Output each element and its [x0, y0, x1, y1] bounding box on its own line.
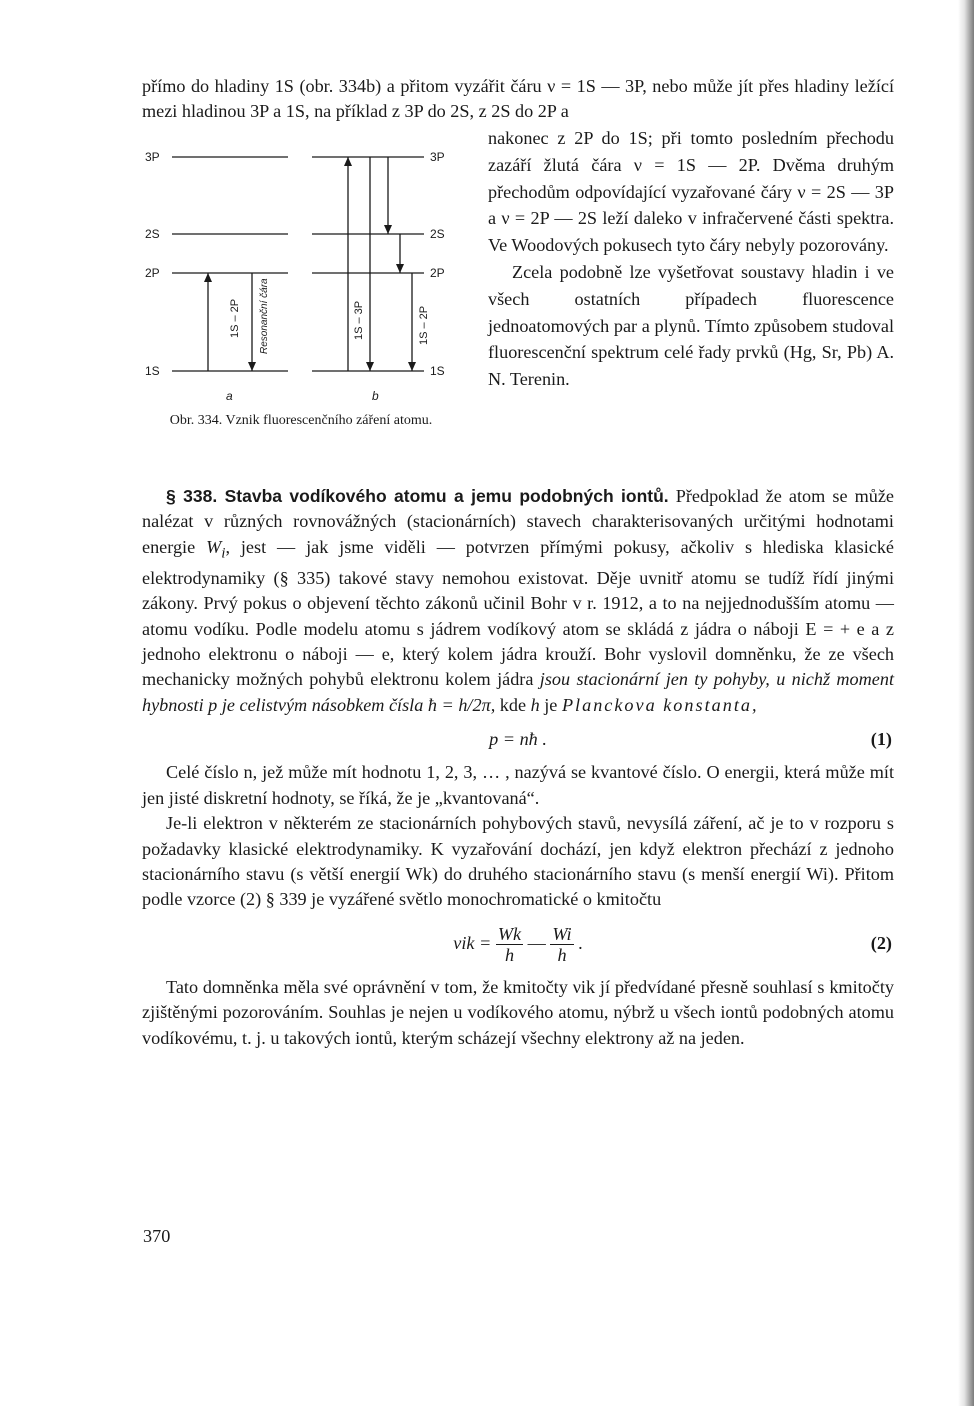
label-3p-a: 3P [145, 150, 160, 164]
section-heading: § 338. Stavba vodíkového atomu a jemu podobných iontů. [166, 486, 669, 506]
label-2p-a: 2P [145, 266, 160, 280]
page-edge-shadow [958, 0, 974, 1406]
p1-i: i [221, 544, 226, 562]
label-1s-b: 1S [430, 364, 445, 378]
page-number: 370 [143, 1226, 171, 1246]
eq2-number: (2) [870, 932, 892, 953]
eq2-frac-1 [496, 924, 523, 965]
eq2-frac-2 [550, 924, 573, 965]
equation-1 [142, 722, 894, 756]
section-paragraph-3: Je-li elektron v některém ze stacionárních pohybových stavů, nevysílá záření, ač je to v rozporu s požadavky klasické elektrodynamiky. K vyzařování dochází, jen když elektron přechází z jednoho stacionárního stavu (s větší energií Wk) do druhého stacionárního stavu (s menší energií Wi). Přitom podle vzorce (2) § 339 je vyzářené světlo monochromatické o kmitočtu [142, 813, 894, 910]
equation-2 [142, 917, 894, 969]
label-2s-a: 2S [145, 227, 160, 241]
right-column [488, 125, 894, 393]
label-2s-b: 2S [430, 227, 445, 241]
section-paragraph-1 [142, 484, 894, 718]
eq1-number: (1) [870, 729, 892, 750]
right-paragraph-1: nakonec z 2P do 1S; při tomto posledním přechodu zazáří žlutá čára ν = 1S — 2P. Dvěma druhým přechodům odpovídající vyzařované čáry ν = 2S — 3P a ν = 2P — 2S leží daleko v infračervené části spektra. Ve Woodových pokusech tyto čáry nebyly pozorovány. [488, 128, 894, 256]
p1-h: h [530, 694, 540, 715]
p1-mid: , jest — jak jsme viděli — potvrzen přímými pokusy, ačkoliv s hlediska klasické elektrodynamiky (§ 335) takové stavy nemohou existovat. Děje uvnitř atomu se tudíž řídí jinými zákony. Prvý pokus o objevení těchto zákonů učinil Bohr v r. 1912, a to na nejjednodušším atomu — atomu vodíku. Podle modelu atomu s jádrem vodíkový atom se skládá z jádra o náboji E = + e a z jednoho elektronu o náboji — e, který kolem jádra krouží. Bohr vyslovil domněnku, že ze všech mechanicky možných pohybů elektronu kolem jádra [142, 536, 895, 690]
p1-w: W [206, 536, 222, 557]
label-2p-b: 2P [430, 266, 445, 280]
section-paragraph-2: Celé číslo n, jež může mít hodnotu 1, 2, 3, … , nazývá se kvantové číslo. O energii, která může mít jen jisté diskretní hodnoty, se říká, že je „kvantovaná“. [142, 762, 894, 808]
eq2-d2: h [557, 945, 567, 966]
transition-a-resonance: Resonanční čára [259, 278, 270, 354]
eq2-n1: Wk [497, 924, 522, 945]
p1-italic: jsou stacionární jen ty pohyby, u nichž moment hybnosti p je celistvým násobkem čísla ħ = h/2π, [142, 669, 895, 715]
figure-caption: Obr. 334. Vznik fluorescenčního záření atomu. [169, 413, 433, 428]
section-paragraph-4: Tato domněnka měla své oprávnění v tom, že kmitočty νik jí předvídané přesně souhlasí s kmitočty zjištěnými pozorováním. Souhlas je nejen u vodíkového atomu, nýbrž u všech iontů podobných atomu vodíkovému, t. j. u takových iontů, kterým scházejí všechny elektrony až na jeden. [142, 976, 894, 1048]
label-3p-b: 3P [430, 150, 445, 164]
p1-planck: Planckova konstanta, [561, 694, 759, 715]
label-a: a [226, 389, 233, 403]
label-1s-a: 1S [145, 364, 160, 378]
eq2-d1: h [504, 945, 515, 966]
transition-b-1s-2p: 1S – 2P [418, 305, 430, 345]
section-338 [142, 484, 894, 1051]
eq1-body: p = nħ . [489, 729, 547, 750]
transition-a-1s-2p: 1S – 2P [229, 298, 241, 338]
eq2-lhs: νik = [453, 932, 492, 953]
p1-start: Předpoklad že atom se může nalézat v různých rovnovážných (stacionárních) stavech charakterisovaných určitými hodnotami energie [142, 486, 894, 557]
eq2-minus: — [527, 932, 546, 953]
right-paragraph-2: Zcela podobně lze vyšetřovat soustavy hladin i ve všech ostatních případech fluorescence jednoatomových par a plynů. Tímto způsobem studoval fluorescenční spektrum celé řady prvků (Hg, Sr, Pb) A. N. Terenin. [488, 261, 894, 390]
eq2-n2: Wi [552, 924, 572, 945]
top-paragraph: přímo do hladiny 1S (obr. 334b) a přitom vyzářit čáru ν = 1S — 3P, nebo může jít přes hladiny ležící mezi hladinou 3P a 1S, na příklad z 3P do 2S, z 2S do 2P a [142, 76, 894, 122]
eq2-dot: . [578, 932, 583, 953]
p1-end-pre: kde [499, 694, 527, 715]
label-b: b [372, 389, 379, 403]
p1-end-mid: je [544, 694, 558, 715]
transition-b-1s-3p: 1S – 3P [353, 300, 365, 340]
